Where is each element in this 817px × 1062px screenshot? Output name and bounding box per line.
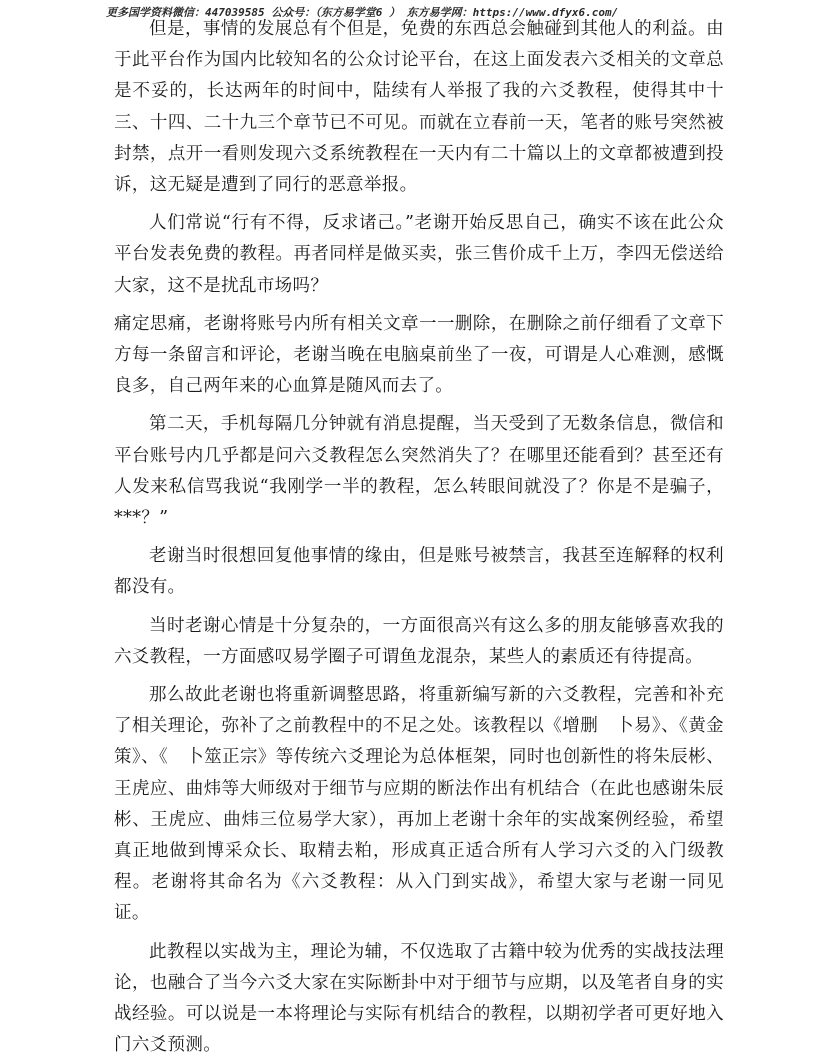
paragraph-3: 痛定思痛，老谢将账号内所有相关文章一一删除，在删除之前仔细看了文章下方每一条留言和评论，老谢当晚在电脑桌前坐了一夜，可谓是人心难测，感慨良多，自己两年来的心血算是随风而去了。 — [114, 313, 724, 397]
paragraph-2: 人们常说“行有不得，反求诸己。”老谢开始反思自己，确实不该在此公众平台发表免费的教程。再者同样是做买卖，张三售价成千上万，李四无偿送给大家，这不是扰乱市场吗？ — [114, 213, 724, 296]
paragraph-1: 但是，事情的发展总有个但是，免费的东西总会触碰到其他人的利益。由于此平台作为国内比较知名的公众讨论平台，在这上面发表六爻相关的文章总是不妥的，长达两年的时间中，陆续有人举报了我的六爻教程，使得其中十三、十四、二十九三个章节已不可见。而就在立春前一天，笔者的账号突然被封禁，点开一看则发现六爻系统教程在一天内有二十篇以上的文章都被遭到投诉，这无疑是遭到了同行的恶意举报。 — [114, 19, 724, 196]
document-body — [114, 14, 724, 1062]
paragraph-4: 第二天，手机每隔几分钟就有消息提醒，当天受到了无数条信息，微信和平台账号内几乎都是问六爻教程怎么突然消失了？在哪里还能看到？甚至还有人发来私信骂我说“我刚学一半的教程，怎么转眼间就没了？你是不是骗子，***？” — [114, 414, 724, 529]
paragraph-5: 老谢当时很想回复他事情的缘由，但是账号被禁言，我甚至连解释的权利都没有。 — [114, 546, 724, 598]
paragraph-8: 此教程以实战为主，理论为辅，不仅选取了古籍中较为优秀的实战技法理论，也融合了当今六爻大家在实际断卦中对于细节与应期，以及笔者自身的实战经验。可以说是一本将理论与实际有机结合的教程，以期初学者可更好地入门六爻预测。 — [114, 941, 724, 1056]
watermark-header: 更多国学资料微信：447039585 公众号：（东方易学堂6 ） 东方易学网：https://www.dfyx6.com/ — [106, 6, 619, 19]
paragraph-6: 当时老谢心情是十分复杂的，一方面很高兴有这么多的朋友能够喜欢我的六爻教程，一方面感叹易学圈子可谓鱼龙混杂，某些人的素质还有待提高。 — [114, 615, 724, 667]
paragraph-7: 那么故此老谢也将重新调整思路，将重新编写新的六爻教程，完善和补充了相关理论，弥补了之前教程中的不足之处。该教程以《增删 卜易》、《黄金策》、《 卜筮正宗》等传统六爻理论为总体框架，同时也创新性的将朱辰彬、王虎应、曲炜等大师级对于细节与应期的断法作出有机结合（在此也感谢朱辰彬、王虎应、曲炜三位易学大家），再加上老谢十余年的实战案例经验，希望真正地做到博采众长、取精去粕，形成真正适合所有人学习六爻的入门级教程。老谢将其命名为《六爻教程：从入门到实战》，希望大家与老谢一同见证。 — [114, 685, 724, 924]
